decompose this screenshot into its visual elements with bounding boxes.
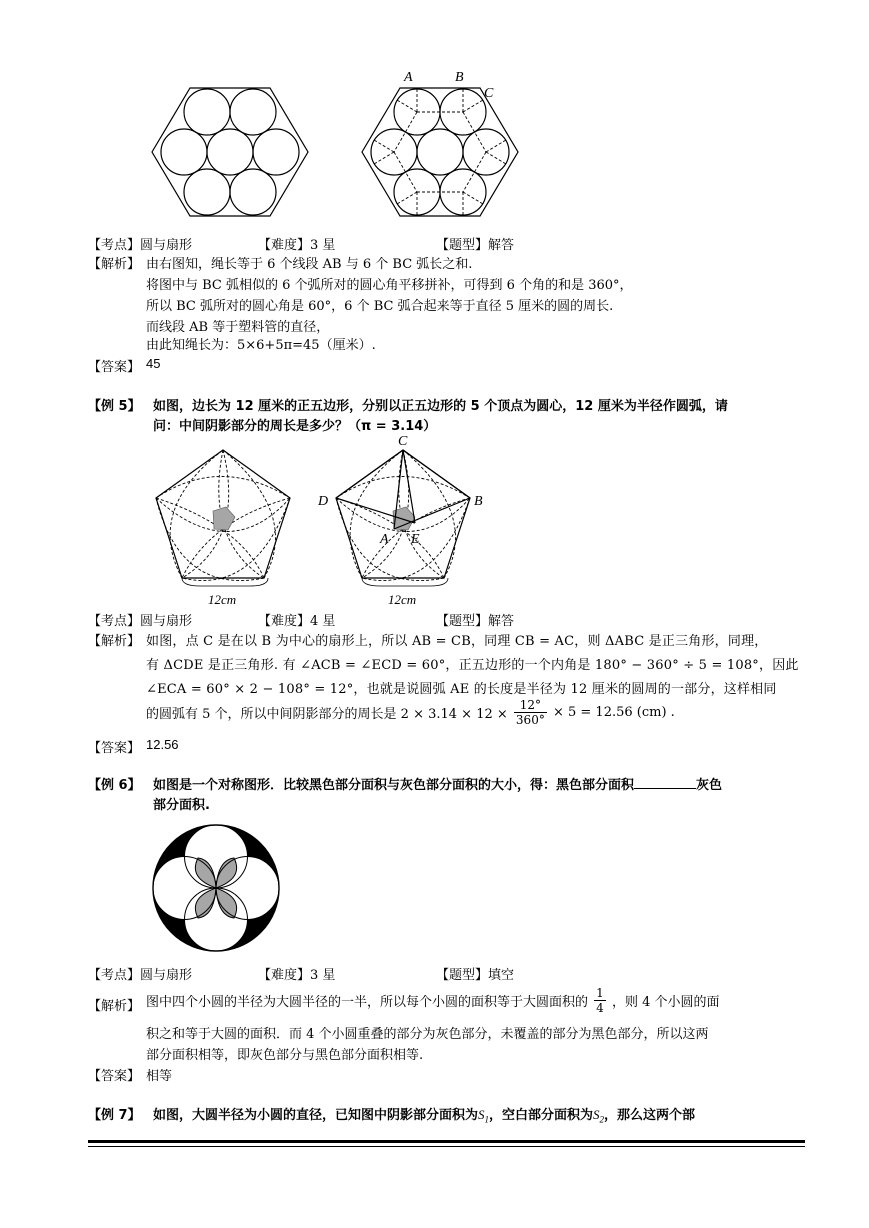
jiexi-line-4: 而线段 AB 等于塑料管的直径， [146, 320, 330, 335]
tixing-6: 【题型】填空 [436, 968, 515, 983]
answer-5: 12.56 [146, 737, 179, 752]
tixing-1: 【题型】解答 [436, 238, 515, 253]
frac-den: 360° [515, 713, 545, 727]
jiexi6-line-1-pre: 图中四个小圆的半径为大圆半径的一半，所以每个小圆的面积等于大圆面积的 [146, 995, 589, 1010]
ex5-tag: 【例 5】 [88, 399, 141, 414]
kaodian-1: 【考点】圆与扇形 [88, 238, 193, 253]
ex6-question-line1 [153, 774, 722, 793]
pentagon-arcs-figure [150, 445, 300, 585]
jiexi5-line-4 [146, 698, 675, 727]
s2-symbol [593, 1107, 605, 1125]
jiexi5-line-1: 如图，点 C 是在以 B 为中心的扇形上，所以 AB = CB，同理 CB = AC，则 ΔABC 是正三角形，同理， [146, 634, 768, 649]
jiexi6-line-3: 部分面积相等，即灰色部分与黑色部分面积相等. [146, 1048, 424, 1063]
label-b-5: B [474, 494, 483, 509]
dimension-line-2 [360, 578, 450, 592]
jiexi5-line-4-post: × 5 = 12.56 (cm) . [552, 705, 675, 720]
s1-symbol [478, 1107, 490, 1125]
s1-letter: S [478, 1107, 485, 1122]
answer-tag-6: 【答案】 [88, 1069, 141, 1084]
ex7-question-line1 [153, 1104, 695, 1125]
frac6-num: 1 [596, 986, 604, 1000]
footer-rule-thick [88, 1140, 805, 1143]
hexagon-rope-figure [350, 70, 530, 240]
jiexi-line-1: 由右图知，绳长等于 6 个线段 AB 与 6 个 BC 弧长之和. [146, 257, 473, 272]
nandu-6: 【难度】3 星 [258, 968, 336, 983]
answer-1: 45 [146, 356, 161, 371]
hexagon-circles-figure [140, 70, 320, 240]
kaodian-5: 【考点】圆与扇形 [88, 614, 193, 629]
answer-6: 相等 [146, 1069, 173, 1084]
answer-tag-1: 【答案】 [88, 360, 141, 375]
fraction-1-4 [594, 986, 606, 1015]
label-c: C [484, 86, 494, 101]
footer-rule-thin [88, 1146, 805, 1147]
label-d-5: D [318, 494, 329, 509]
ex6-line1-post: 灰色 [696, 778, 723, 793]
jiexi6-line-1-post: ，则 4 个小圆的面 [611, 995, 720, 1010]
answer-tag-5: 【答案】 [88, 741, 141, 756]
ex7-tag: 【例 7】 [88, 1108, 141, 1123]
tixing-5: 【题型】解答 [436, 614, 515, 629]
ex6-question-line2: 部分面积. [153, 798, 210, 813]
s1-sub: 1 [484, 1114, 490, 1125]
jiexi-tag-1: 【解析】 [88, 257, 141, 272]
circle-petals-figure [150, 822, 282, 954]
s2-letter: S [593, 1107, 600, 1122]
fraction-12-360 [514, 698, 547, 727]
ex7-line1-pre: 如图，大圆半径为小圆的直径，已知图中阴影部分面积为 [153, 1108, 479, 1123]
dim-label-2: 12cm [388, 592, 417, 607]
kaodian-6: 【考点】圆与扇形 [88, 968, 193, 983]
jiexi5-line-2: 有 ΔCDE 是正三角形. 有 ∠ACB = ∠ECD = 60°，正五边形的一个内角是 180° − 360° ÷ 5 = 108°，因此 [146, 658, 799, 673]
answer-blank[interactable] [634, 776, 696, 789]
label-a: A [404, 70, 413, 85]
label-b: B [455, 70, 464, 85]
dimension-line-1 [180, 578, 270, 592]
pentagon-triangle-figure [330, 445, 480, 585]
nandu-1: 【难度】3 星 [258, 238, 336, 253]
ex5-question-line1: 如图，边长为 12 厘米的正五边形，分别以正五边形的 5 个顶点为圆心，12 厘米为半径作圆弧，请 [153, 399, 728, 414]
jiexi6-line-1 [146, 986, 719, 1015]
frac-num: 12° [514, 698, 547, 713]
jiexi-line-3: 所以 BC 弧所对的圆心角是 60°，6 个 BC 弧合起来等于直径 5 厘米的圆的周长. [146, 299, 614, 314]
jiexi-tag-6: 【解析】 [88, 999, 141, 1014]
jiexi5-line-3: ∠ECA = 60° × 2 − 108° = 12°，也就是说圆弧 AE 的长度是半径为 12 厘米的圆周的一部分，这样相同 [146, 682, 777, 697]
ex5-question-line2: 问：中间阴影部分的周长是多少？（π = 3.14） [153, 419, 437, 434]
ex7-line1-mid: ，空白部分面积为 [489, 1108, 594, 1123]
label-c-5: C [398, 434, 408, 449]
jiexi-tag-5: 【解析】 [88, 634, 141, 649]
jiexi-line-5: 由此知绳长为：5×6+5π=45（厘米）. [146, 338, 376, 353]
nandu-5: 【难度】4 星 [258, 614, 336, 629]
label-a-5: A [380, 532, 389, 547]
dim-label-1: 12cm [208, 592, 237, 607]
label-e-5: E [411, 532, 420, 547]
s2-sub: 2 [599, 1114, 605, 1125]
jiexi6-line-2: 积之和等于大圆的面积．而 4 个小圆重叠的部分为灰色部分，未覆盖的部分为黑色部分，所以这两 [146, 1027, 709, 1042]
ex6-line1-pre: 如图是一个对称图形．比较黑色部分面积与灰色部分面积的大小，得：黑色部分面积 [153, 778, 635, 793]
ex6-tag: 【例 6】 [88, 778, 141, 793]
jiexi-line-2: 将图中与 BC 弧相似的 6 个弧所对的圆心角平移拼补，可得到 6 个角的和是 360°， [146, 278, 633, 293]
jiexi5-line-4-pre: 的圆弧有 5 个，所以中间阴影部分的周长是 2 × 3.14 × 12 × [146, 707, 508, 722]
frac6-den: 4 [596, 1001, 604, 1015]
ex7-line1-post: ，那么这两个部 [604, 1108, 696, 1123]
